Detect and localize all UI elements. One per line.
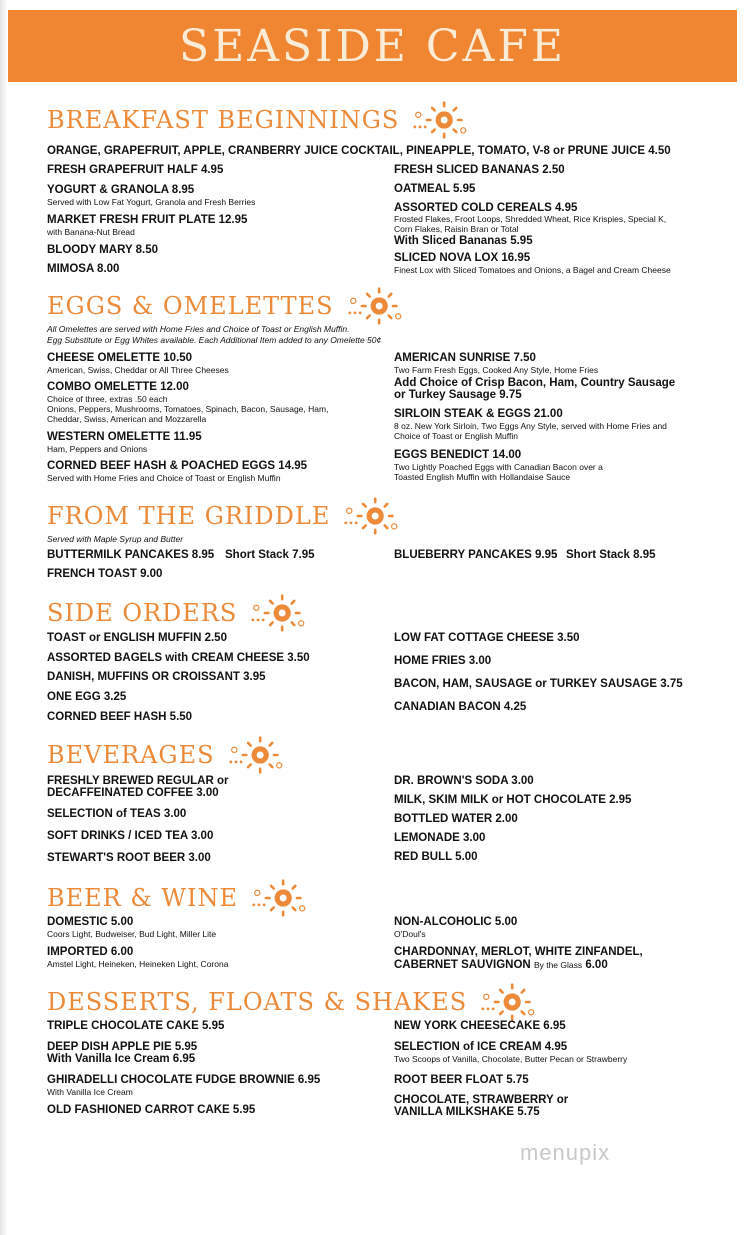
menu-item: IMPORTED 6.00 bbox=[47, 946, 134, 958]
menu-item: OATMEAL 5.95 bbox=[394, 183, 476, 195]
menu-item: LEMONADE 3.00 bbox=[394, 832, 486, 844]
sunburst-icon bbox=[223, 736, 287, 774]
menu-item: HOME FRIES 3.00 bbox=[394, 655, 492, 667]
watermark: menupix bbox=[520, 1140, 611, 1165]
section-note: All Omelettes are served with Home Fries and Choice of Toast or English Muffin. bbox=[47, 324, 350, 334]
menu-item: FRESH GRAPEFRUIT HALF 4.95 bbox=[47, 164, 224, 176]
menu-item-desc: Served with Low Fat Yogurt, Granola and Fresh Berries bbox=[47, 197, 256, 207]
section-title: SIDE ORDERS bbox=[47, 599, 238, 627]
menu-item: COMBO OMELETTE 12.00 bbox=[47, 381, 189, 393]
menu-item: LOW FAT COTTAGE CHEESE 3.50 bbox=[394, 632, 580, 644]
menu-item-desc: Corn Flakes, Raisin Bran or Total bbox=[394, 224, 519, 234]
header-banner bbox=[8, 10, 737, 82]
section-beverages bbox=[47, 739, 287, 771]
menu-item-desc: Two Scoops of Vanilla, Chocolate, Butter Pecan or Strawberry bbox=[394, 1054, 628, 1064]
section-griddle bbox=[47, 500, 402, 532]
menu-item: ORANGE, GRAPEFRUIT, APPLE, CRANBERRY JUICE COCKTAIL, PINEAPPLE, TOMATO, V-8 or PRUNE JUICE 4.50 bbox=[47, 145, 671, 157]
sunburst-icon bbox=[245, 594, 309, 632]
menu-item: With Sliced Bananas 5.95 bbox=[394, 235, 533, 247]
menu-item: WESTERN OMELETTE 11.95 bbox=[47, 431, 202, 443]
wine-name: CABERNET SAUVIGNON bbox=[394, 959, 531, 971]
menu-item: SELECTION of ICE CREAM 4.95 bbox=[394, 1041, 568, 1053]
sunburst-icon bbox=[407, 101, 471, 139]
menu-item: CHOCOLATE, STRAWBERRY or bbox=[394, 1094, 569, 1106]
section-title: DESSERTS, FLOATS & SHAKES bbox=[47, 988, 468, 1016]
menu-item: AMERICAN SUNRISE 7.50 bbox=[394, 352, 536, 364]
section-title: BEER & WINE bbox=[47, 884, 239, 912]
menu-item: BUTTERMILK PANCAKES 8.95 bbox=[47, 549, 215, 561]
section-note: Egg Substitute or Egg Whites available. Each Additional Item added to any Omelette 50¢ bbox=[47, 335, 382, 345]
menu-item-desc: Two Farm Fresh Eggs, Cooked Any Style, Home Fries bbox=[394, 365, 599, 375]
menu-item: VANILLA MILKSHAKE 5.75 bbox=[394, 1106, 540, 1118]
section-breakfast bbox=[47, 104, 471, 136]
menu-item: ROOT BEER FLOAT 5.75 bbox=[394, 1074, 529, 1086]
menu-item: CANADIAN BACON 4.25 bbox=[394, 701, 527, 713]
menu-item: BOTTLED WATER 2.00 bbox=[394, 813, 518, 825]
menu-item: SOFT DRINKS / ICED TEA 3.00 bbox=[47, 830, 214, 842]
menu-item: DECAFFEINATED COFFEE 3.00 bbox=[47, 787, 219, 799]
menu-item: ONE EGG 3.25 bbox=[47, 691, 127, 703]
menu-item-desc: Coors Light, Budweiser, Bud Light, Miller Lite bbox=[47, 929, 217, 939]
menu-item: NEW YORK CHEESECAKE 6.95 bbox=[394, 1020, 566, 1032]
menu-item-desc: Amstel Light, Heineken, Heineken Light, Corona bbox=[47, 959, 229, 969]
menu-item: Short Stack 7.95 bbox=[225, 549, 315, 561]
menu-item: FRESH SLICED BANANAS 2.50 bbox=[394, 164, 565, 176]
menu-item: NON-ALCOHOLIC 5.00 bbox=[394, 916, 518, 928]
section-title: BREAKFAST BEGINNINGS bbox=[47, 106, 400, 134]
menu-item-desc: 8 oz. New York Sirloin, Two Eggs Any Style, served with Home Fries and bbox=[394, 421, 667, 431]
section-title: BEVERAGES bbox=[47, 741, 215, 769]
menu-item: FRESHLY BREWED REGULAR or bbox=[47, 775, 229, 787]
menu-item-desc: Onions, Peppers, Mushrooms, Tomatoes, Spinach, Bacon, Sausage, Ham, bbox=[47, 404, 329, 414]
sunburst-icon bbox=[338, 497, 402, 535]
menu-item: TOAST or ENGLISH MUFFIN 2.50 bbox=[47, 632, 227, 644]
menu-item: Short Stack 8.95 bbox=[566, 549, 656, 561]
menu-item: CORNED BEEF HASH 5.50 bbox=[47, 711, 193, 723]
cafe-title: SEASIDE CAFE bbox=[178, 20, 567, 72]
menu-item-desc: Choice of Toast or English Muffin bbox=[394, 431, 518, 441]
section-title: EGGS & OMELETTES bbox=[47, 292, 334, 320]
menu-item: BLOODY MARY 8.50 bbox=[47, 244, 158, 256]
menu-item-desc: Ham, Peppers and Onions bbox=[47, 444, 148, 454]
menu-item: CHEESE OMELETTE 10.50 bbox=[47, 352, 193, 364]
sunburst-icon bbox=[475, 983, 539, 1021]
menu-item: SELECTION of TEAS 3.00 bbox=[47, 808, 187, 820]
menu-item: CHARDONNAY, MERLOT, WHITE ZINFANDEL, bbox=[394, 946, 643, 958]
menu-item-desc: American, Swiss, Cheddar or All Three Cheeses bbox=[47, 365, 229, 375]
menu-item: DR. BROWN'S SODA 3.00 bbox=[394, 775, 534, 787]
menu-item: BLUEBERRY PANCAKES 9.95 bbox=[394, 549, 558, 561]
menu-item: CORNED BEEF HASH & POACHED EGGS 14.95 bbox=[47, 460, 308, 472]
menu-item: GHIRADELLI CHOCOLATE FUDGE BROWNIE 6.95 bbox=[47, 1074, 321, 1086]
menu-item-desc: Two Lightly Poached Eggs with Canadian Bacon over a bbox=[394, 462, 603, 472]
menu-item: DEEP DISH APPLE PIE 5.95 bbox=[47, 1041, 198, 1053]
menu-item: DOMESTIC 5.00 bbox=[47, 916, 134, 928]
section-sides bbox=[47, 597, 309, 629]
section-desserts bbox=[47, 986, 539, 1018]
menu-item: ASSORTED COLD CEREALS 4.95 bbox=[394, 202, 578, 214]
menu-item: or Turkey Sausage 9.75 bbox=[394, 389, 522, 401]
menu-item: FRENCH TOAST 9.00 bbox=[47, 568, 163, 580]
menu-item: MARKET FRESH FRUIT PLATE 12.95 bbox=[47, 214, 248, 226]
menu-item: STEWART'S ROOT BEER 3.00 bbox=[47, 852, 211, 864]
menu-item-desc: Cheddar, Swiss, American and Mozzarella bbox=[47, 414, 207, 424]
section-beer-wine bbox=[47, 882, 310, 914]
menu-item-desc: with Banana-Nut Bread bbox=[47, 227, 135, 237]
menu-item: RED BULL 5.00 bbox=[394, 851, 478, 863]
menu-item bbox=[394, 959, 608, 972]
menu-item: BACON, HAM, SAUSAGE or TURKEY SAUSAGE 3.75 bbox=[394, 678, 683, 690]
menu-item: OLD FASHIONED CARROT CAKE 5.95 bbox=[47, 1104, 256, 1116]
menu-item: MIMOSA 8.00 bbox=[47, 263, 120, 275]
menu-item-desc: O'Doul's bbox=[394, 929, 426, 939]
menu-item-desc: Toasted English Muffin with Hollandaise Sauce bbox=[394, 472, 571, 482]
menu-item: EGGS BENEDICT 14.00 bbox=[394, 449, 522, 461]
section-note: Served with Maple Syrup and Butter bbox=[47, 534, 184, 544]
wine-by-glass: By the Glass bbox=[533, 960, 583, 970]
sunburst-icon bbox=[342, 287, 406, 325]
menu-item-desc: Choice of three, extras .50 each bbox=[47, 394, 168, 404]
menu-item: YOGURT & GRANOLA 8.95 bbox=[47, 184, 195, 196]
page-edge-shadow bbox=[0, 0, 8, 1235]
wine-price: 6.00 bbox=[585, 959, 608, 971]
sunburst-icon bbox=[246, 879, 310, 917]
menu-item: ASSORTED BAGELS with CREAM CHEESE 3.50 bbox=[47, 652, 310, 664]
menu-item: MILK, SKIM MILK or HOT CHOCOLATE 2.95 bbox=[394, 794, 632, 806]
menu-item-desc: With Vanilla Ice Cream bbox=[47, 1087, 133, 1097]
section-eggs bbox=[47, 290, 406, 322]
menu-item: SIRLOIN STEAK & EGGS 21.00 bbox=[394, 408, 563, 420]
menu-item-desc: Frosted Flakes, Froot Loops, Shredded Wheat, Rice Krispies, Special K, bbox=[394, 214, 667, 224]
menu-item-desc: Finest Lox with Sliced Tomatoes and Onions, a Bagel and Cream Cheese bbox=[394, 265, 671, 275]
menu-item: Add Choice of Crisp Bacon, Ham, Country Sausage bbox=[394, 377, 676, 389]
section-title: FROM THE GRIDDLE bbox=[47, 502, 331, 530]
menu-item: SLICED NOVA LOX 16.95 bbox=[394, 252, 531, 264]
menu-item-desc: Served with Home Fries and Choice of Toast or English Muffin bbox=[47, 473, 281, 483]
menu-item: DANISH, MUFFINS OR CROISSANT 3.95 bbox=[47, 671, 266, 683]
menu-item: With Vanilla Ice Cream 6.95 bbox=[47, 1053, 196, 1065]
menu-item: TRIPLE CHOCOLATE CAKE 5.95 bbox=[47, 1020, 225, 1032]
